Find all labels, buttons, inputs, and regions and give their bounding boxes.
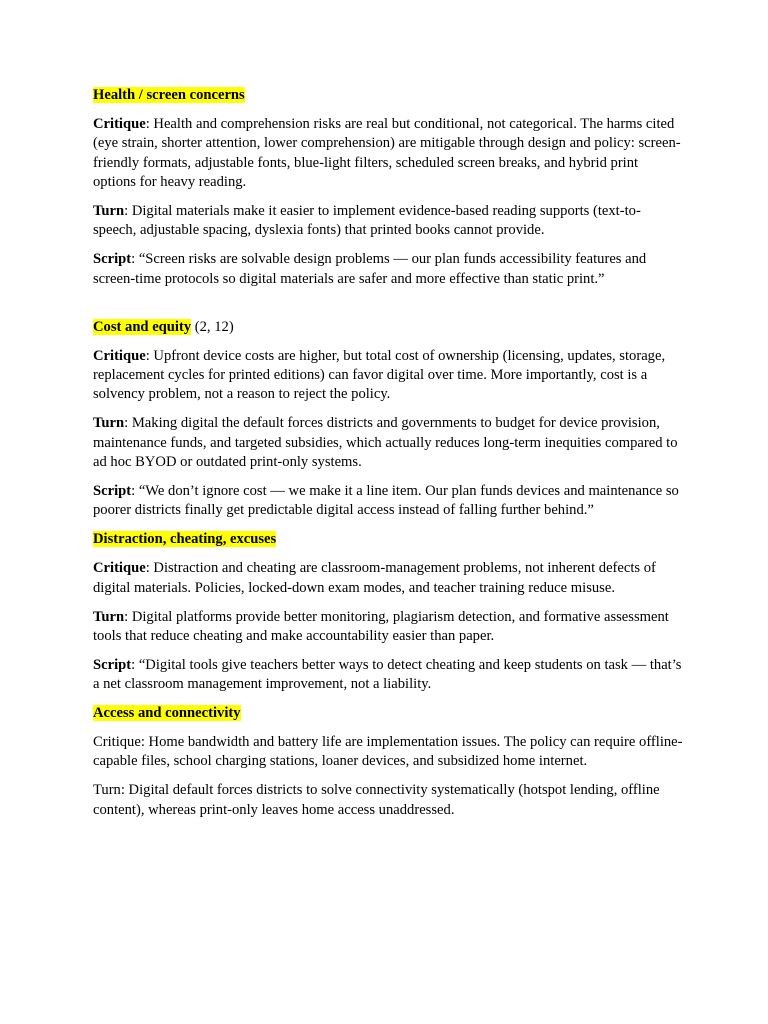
script-label: Script [93,483,132,499]
turn-text: Turn: Digital default forces districts to solve connectivity systematically (hotspot lending, offline content), whereas print-only leaves home access unaddressed. [93,782,660,818]
separator: : [124,203,129,220]
section-heading [93,86,683,105]
highlighted-heading-text: Cost and equity [93,318,192,335]
section-heading [93,704,683,723]
separator: : [124,415,129,432]
section-spacer [93,299,683,318]
separator: : [131,656,136,673]
critique-paragraph [93,115,683,193]
separator: : [145,115,150,132]
critique-paragraph [93,559,683,598]
critique-label: Critique [93,115,146,132]
separator: : [124,608,129,625]
separator: : [131,483,136,499]
turn-text: Digital materials make it easier to implement evidence-based reading supports (text-to-speech, adjustable spacing, dyslexia fonts) that printed books cannot provide. [93,203,641,239]
separator: : [145,560,150,577]
section-heading [93,530,683,549]
script-paragraph [93,482,683,521]
turn-paragraph [93,781,683,820]
turn-paragraph [93,202,683,241]
critique-label: Critique [93,560,146,577]
critique-text: Upfront device costs are higher, but total cost of ownership (licensing, updates, storage, replacement cycles for printed editions) can favor digital over time. More importantly, cost is a solvency problem, not a reason to reject the policy. [93,347,666,403]
section-heading [93,318,683,337]
critique-text: Critique: Home bandwidth and battery life are implementation issues. The policy can require offline-capable files, school charging stations, loaner devices, and subsidized home internet. [93,734,683,770]
script-text: “We don’t ignore cost — we make it a line item. Our plan funds devices and maintenance so poorer districts finally get predictable digital access instead of falling further behind.” [93,483,679,519]
script-label: Script [93,656,132,673]
heading-citation: (2, 12) [191,318,234,335]
script-paragraph [93,250,683,289]
turn-paragraph [93,608,683,647]
script-text: “Screen risks are solvable design problems — our plan funds accessibility features and screen-time protocols so digital materials are safer and more effective than static print.” [93,251,647,287]
script-text: “Digital tools give teachers better ways to detect cheating and keep students on task — that’s a net classroom management improvement, not a liability. [93,656,682,693]
highlighted-heading-text: Distraction, cheating, excuses [93,531,277,548]
script-label: Script [93,251,132,268]
critique-paragraph [93,347,683,405]
separator: : [131,251,136,268]
turn-paragraph [93,414,683,472]
critique-label: Critique [93,347,146,364]
separator: : [145,347,150,364]
highlighted-heading-text: Health / screen concerns [93,87,245,103]
turn-label: Turn [93,203,125,220]
turn-text: Digital platforms provide better monitoring, plagiarism detection, and formative assessment tools that reduce cheating and make accountability easier than paper. [93,608,669,644]
highlighted-heading-text: Access and connectivity [93,705,241,722]
document-page [93,86,683,830]
script-paragraph [93,656,683,695]
turn-label: Turn [93,608,125,625]
turn-text: Making digital the default forces districts and governments to budget for device provision, maintenance funds, and targeted subsidies, which actually reduces long-term inequities compared to ad hoc BYOD or outdated print-only systems. [93,415,678,471]
critique-paragraph [93,733,683,772]
critique-text: Health and comprehension risks are real but conditional, not categorical. The harms cited (eye strain, shorter attention, lower comprehension) are mitigable through design and policy: screen-friendly formats, adjustable fonts, blue-light filters, scheduled screen breaks, and hybrid print options for heavy reading. [93,115,681,191]
turn-label: Turn [93,415,125,432]
critique-text: Distraction and cheating are classroom-management problems, not inherent defects of digital materials. Policies, locked-down exam modes, and teacher training reduce misuse. [93,560,656,596]
